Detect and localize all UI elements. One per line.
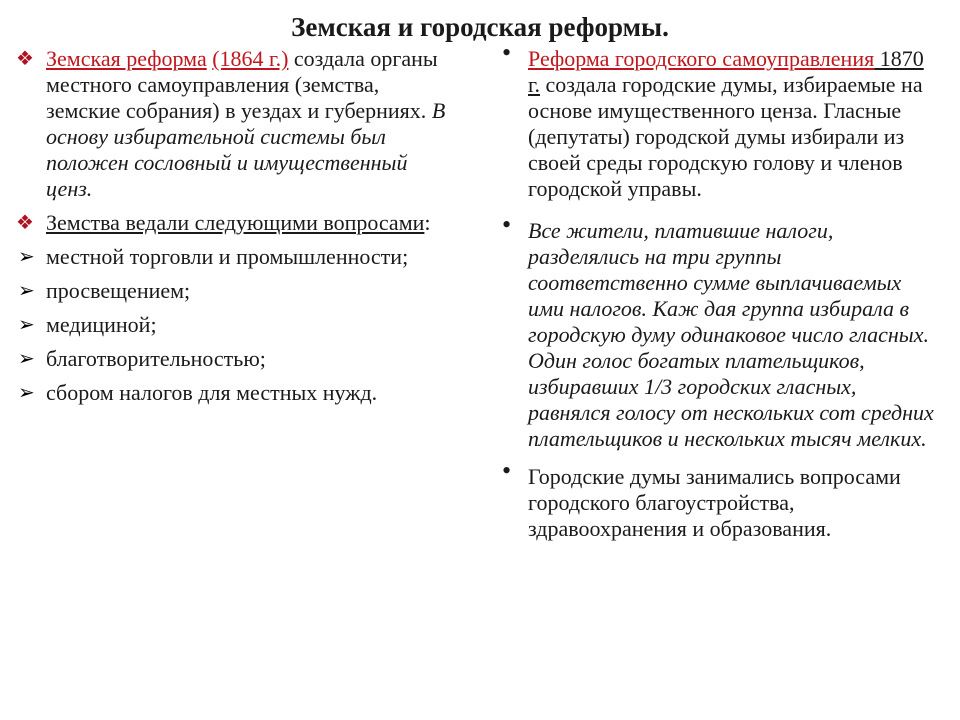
city-reform-text: создала городские думы, избираемые на основе имущественного ценза. Гласные (депутаты) городской думы избирали из своей среды городскую голову и членов городской управы. bbox=[528, 72, 923, 201]
arrowhead-bullet-icon: ➢ bbox=[18, 246, 35, 268]
list-item bbox=[14, 312, 454, 338]
left-column bbox=[14, 46, 454, 406]
city-reform-item bbox=[496, 38, 936, 202]
slide-title: Земская и городская реформы. bbox=[291, 12, 669, 42]
zemstvo-reform-year[interactable]: (1864 г.) bbox=[212, 46, 289, 71]
arrowhead-bullet-icon: ➢ bbox=[18, 280, 35, 302]
list-item bbox=[14, 244, 454, 270]
voter-groups-item bbox=[496, 210, 936, 452]
zemstvo-reform-item bbox=[14, 46, 454, 202]
list-item bbox=[14, 278, 454, 304]
zemstvo-reform-text: создала органы местного самоуправления (земства, земские собрания) в уездах и губерниях. bbox=[46, 46, 438, 123]
list-item-text: медициной; bbox=[46, 312, 157, 337]
dot-bullet-icon: • bbox=[502, 210, 512, 239]
arrowhead-bullet-icon: ➢ bbox=[18, 314, 35, 336]
right-column bbox=[496, 38, 936, 542]
voter-groups-text: Все жители, платившие налоги, разделялись на три группы соответственно сумме выплачиваемых ими налогов. Каж дая группа избирала в городскую думу одинаковое число гласных. Один голос богатых плательщиков, избиравших 1/3 городских гласных, равнялся голосу от нескольких сот средних плательщиков и нескольких тысяч мелких. bbox=[528, 218, 934, 451]
dot-bullet-icon: • bbox=[502, 456, 512, 485]
zemstvo-reform-italic: В основу избирательной системы был положен сословный и имущественный ценз. bbox=[46, 98, 446, 201]
list-item bbox=[14, 380, 454, 406]
list-item-text: благотворительностью; bbox=[46, 346, 266, 371]
list-item-text: просвещением; bbox=[46, 278, 191, 303]
zemstvo-duties-colon: : bbox=[424, 210, 431, 235]
list-item-text: сбором налогов для местных нужд. bbox=[46, 380, 378, 405]
arrowhead-bullet-icon: ➢ bbox=[18, 382, 35, 404]
zemstvo-duties-item bbox=[14, 210, 454, 236]
zemstvo-duties-heading: Земства ведали следующими вопросами bbox=[46, 210, 425, 235]
arrowhead-bullet-icon: ➢ bbox=[18, 348, 35, 370]
city-duties-item bbox=[496, 456, 936, 542]
city-reform-year: 1870 г. bbox=[528, 46, 924, 97]
list-item bbox=[14, 346, 454, 372]
dot-bullet-icon: • bbox=[502, 38, 512, 67]
zemstvo-reform-link[interactable]: Земская реформа bbox=[46, 46, 207, 71]
city-reform-link[interactable]: Реформа городского самоуправления bbox=[528, 46, 875, 71]
four-diamond-bullet-icon: ❖ bbox=[16, 48, 34, 70]
city-duties-text: Городские думы занимались вопросами городского благоустройства, здравоохранения и образования. bbox=[528, 464, 901, 541]
list-item-text: местной торговли и промышленности; bbox=[46, 244, 409, 269]
four-diamond-bullet-icon: ❖ bbox=[16, 212, 34, 234]
